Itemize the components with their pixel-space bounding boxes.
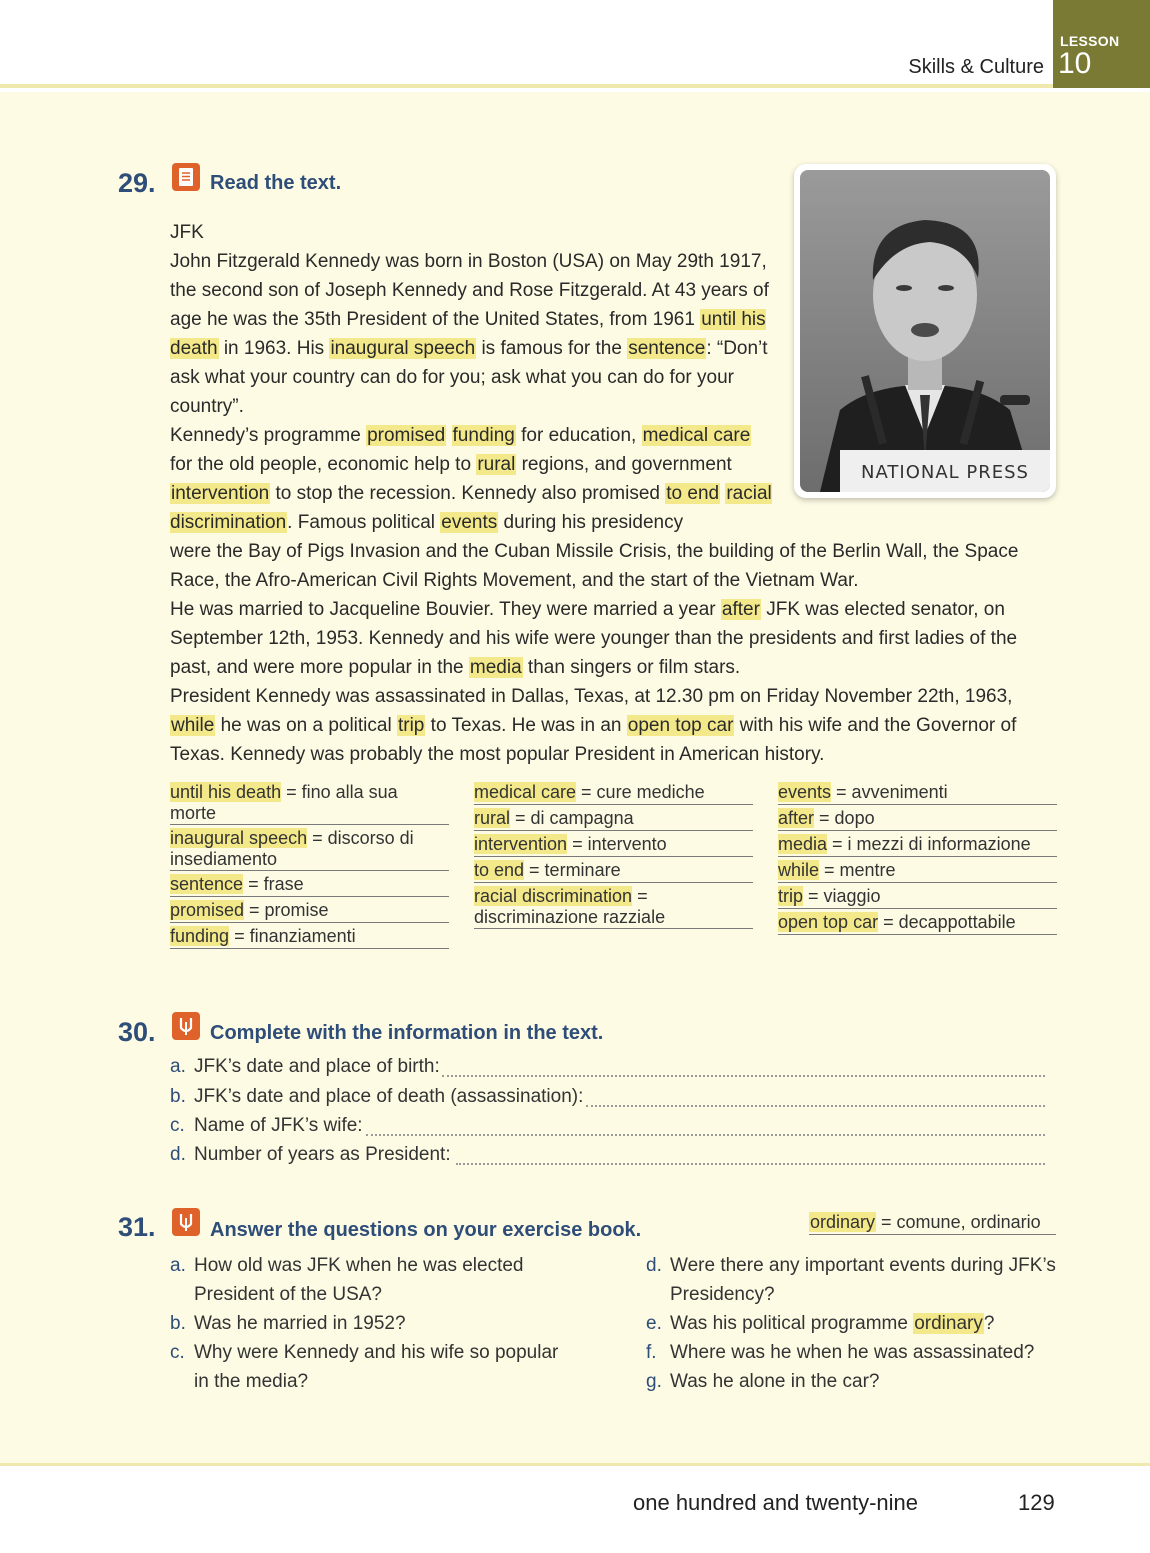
exercise-31-number: 31. [118,1212,156,1242]
highlight-inaugural-speech: inaugural speech [330,338,476,359]
reading-paragraph-3: He was married to Jacqueline Bouvier. They were married a year after JFK was elected senator, on September 12th, 1953. Kennedy and his wife were younger than the presidents and first ladies of the past, and were more popular in the media than singers or film stars. [170,599,1018,678]
question-31a: a. How old was JFK when he was elected President of the USA? [170,1255,524,1305]
question-31c: c. Why were Kennedy and his wife so popular in the media? [170,1342,559,1392]
page-number: 129 [1018,1490,1055,1515]
page-header [0,0,1150,88]
exercise-30-title: Complete with the information in the text. [210,1022,604,1044]
answer-line-30d[interactable] [456,1163,1045,1165]
lesson-label: LESSON [1060,33,1120,49]
highlight-while: while [171,715,215,736]
glossary-item: events = avvenimenti [778,779,1057,805]
glossary-item: rural = di campagna [474,805,753,831]
glossary-item: funding = finanziamenti [170,923,449,949]
highlight-media: media [469,657,522,678]
answer-line-30a[interactable] [442,1075,1045,1077]
highlight-promised: promised [367,425,446,446]
glossary-item: racial discrimination = discriminazione razziale [474,883,753,929]
writing-icon [172,1012,200,1040]
page-number-words: one hundred and twenty-nine [633,1490,918,1515]
reading-paragraph-4: President Kennedy was assassinated in Dallas, Texas, at 12.30 pm on Friday November 22th, 1963, while he was on a political trip to Texas. He was in an open top car with his wife and the Governor of Texas. Kennedy was probably the most popular President in American history. [170,686,1017,765]
question-30b: b. JFK’s date and place of death (assassination): [170,1086,584,1107]
highlight-events: events [441,512,498,533]
glossary-column-1 [170,779,449,949]
highlight-sentence: sentence [628,338,706,359]
glossary-item: to end = terminare [474,857,753,883]
reading-text [170,218,1050,769]
lesson-number: 10 [1058,47,1092,80]
highlight-funding: funding [452,425,515,446]
answer-line-30b[interactable] [586,1105,1045,1107]
lesson-badge [1053,0,1150,88]
glossary-ordinary: ordinary = comune, ordinario [809,1210,1056,1235]
highlight-trip: trip [397,715,425,736]
answer-line-30c[interactable] [366,1134,1045,1136]
page-footer [0,1463,1150,1553]
glossary-item: open top car = decappottabile [778,909,1057,935]
glossary-item: trip = viaggio [778,883,1057,909]
writing-icon [172,1208,200,1236]
question-31d: d. Were there any important events during JFK’s Presidency? [646,1255,1056,1305]
question-30d: d. Number of years as President: [170,1144,451,1165]
section-title: Skills & Culture [908,56,1044,78]
glossary-item: until his death = fino alla sua morte [170,779,449,825]
question-30a: a. JFK’s date and place of birth: [170,1056,440,1077]
question-31b: b. Was he married in 1952? [170,1313,406,1334]
question-31g: g. Was he alone in the car? [646,1371,880,1392]
reading-icon [172,163,200,191]
exercise-30-number: 30. [118,1017,156,1047]
question-31f: f. Where was he when he was assassinated? [646,1342,1035,1363]
glossary-column-3 [778,779,1057,935]
highlight-to-end: to end [666,483,720,504]
highlight-rural: rural [477,454,516,475]
highlight-racial-discrimination: racial discrimination [170,483,772,533]
reading-paragraph-2: Kennedy’s programme promised funding for education, medical care for the old people, economic help to rural regions, and government intervention to stop the recession. Kennedy also promised to end racial discrimination. Famous political events during his presidency [170,425,772,533]
highlight-intervention: intervention [171,483,270,504]
exercise-29-title: Read the text. [210,172,342,194]
highlight-medical-care: medical care [642,425,751,446]
glossary-item: while = mentre [778,857,1057,883]
reading-paragraph-1: John Fitzgerald Kennedy was born in Boston (USA) on May 29th 1917, the second son of Joseph Kennedy and Rose Fitzgerald. At 43 years of age he was the 35th President of the United States, from 1961 until his death in 1963. His inaugural speech is famous for the sentence: “Don’t ask what your country can do for you; ask what you can do for your country”. [170,251,769,417]
page-content [0,92,1150,1463]
glossary-item: media = i mezzi di informazione [778,831,1057,857]
glossary-item: inaugural speech = discorso di insediamento [170,825,449,871]
glossary-item: sentence = frase [170,871,449,897]
glossary-item: medical care = cure mediche [474,779,753,805]
photo-caption: NATIONAL PRESS [861,462,1029,483]
glossary-column-2 [474,779,753,929]
reading-title: JFK [170,222,204,243]
exercise-31-title: Answer the questions on your exercise book. [210,1219,642,1241]
reading-paragraph-2b: were the Bay of Pigs Invasion and the Cuban Missile Crisis, the building of the Berlin Wall, the Space Race, the Afro-American Civil Rights Movement, and the start of the Vietnam War. [170,541,1019,591]
exercise-29-number: 29. [118,168,156,198]
highlight-after: after [721,599,760,620]
highlight-until-his-death: until his death [170,309,766,359]
question-31e: e. Was his political programme ordinary? [646,1313,995,1334]
highlight-open-top-car: open top car [627,715,734,736]
question-30c: c. Name of JFK’s wife: [170,1115,363,1136]
glossary-item: promised = promise [170,897,449,923]
glossary-item: intervention = intervento [474,831,753,857]
glossary-item: after = dopo [778,805,1057,831]
